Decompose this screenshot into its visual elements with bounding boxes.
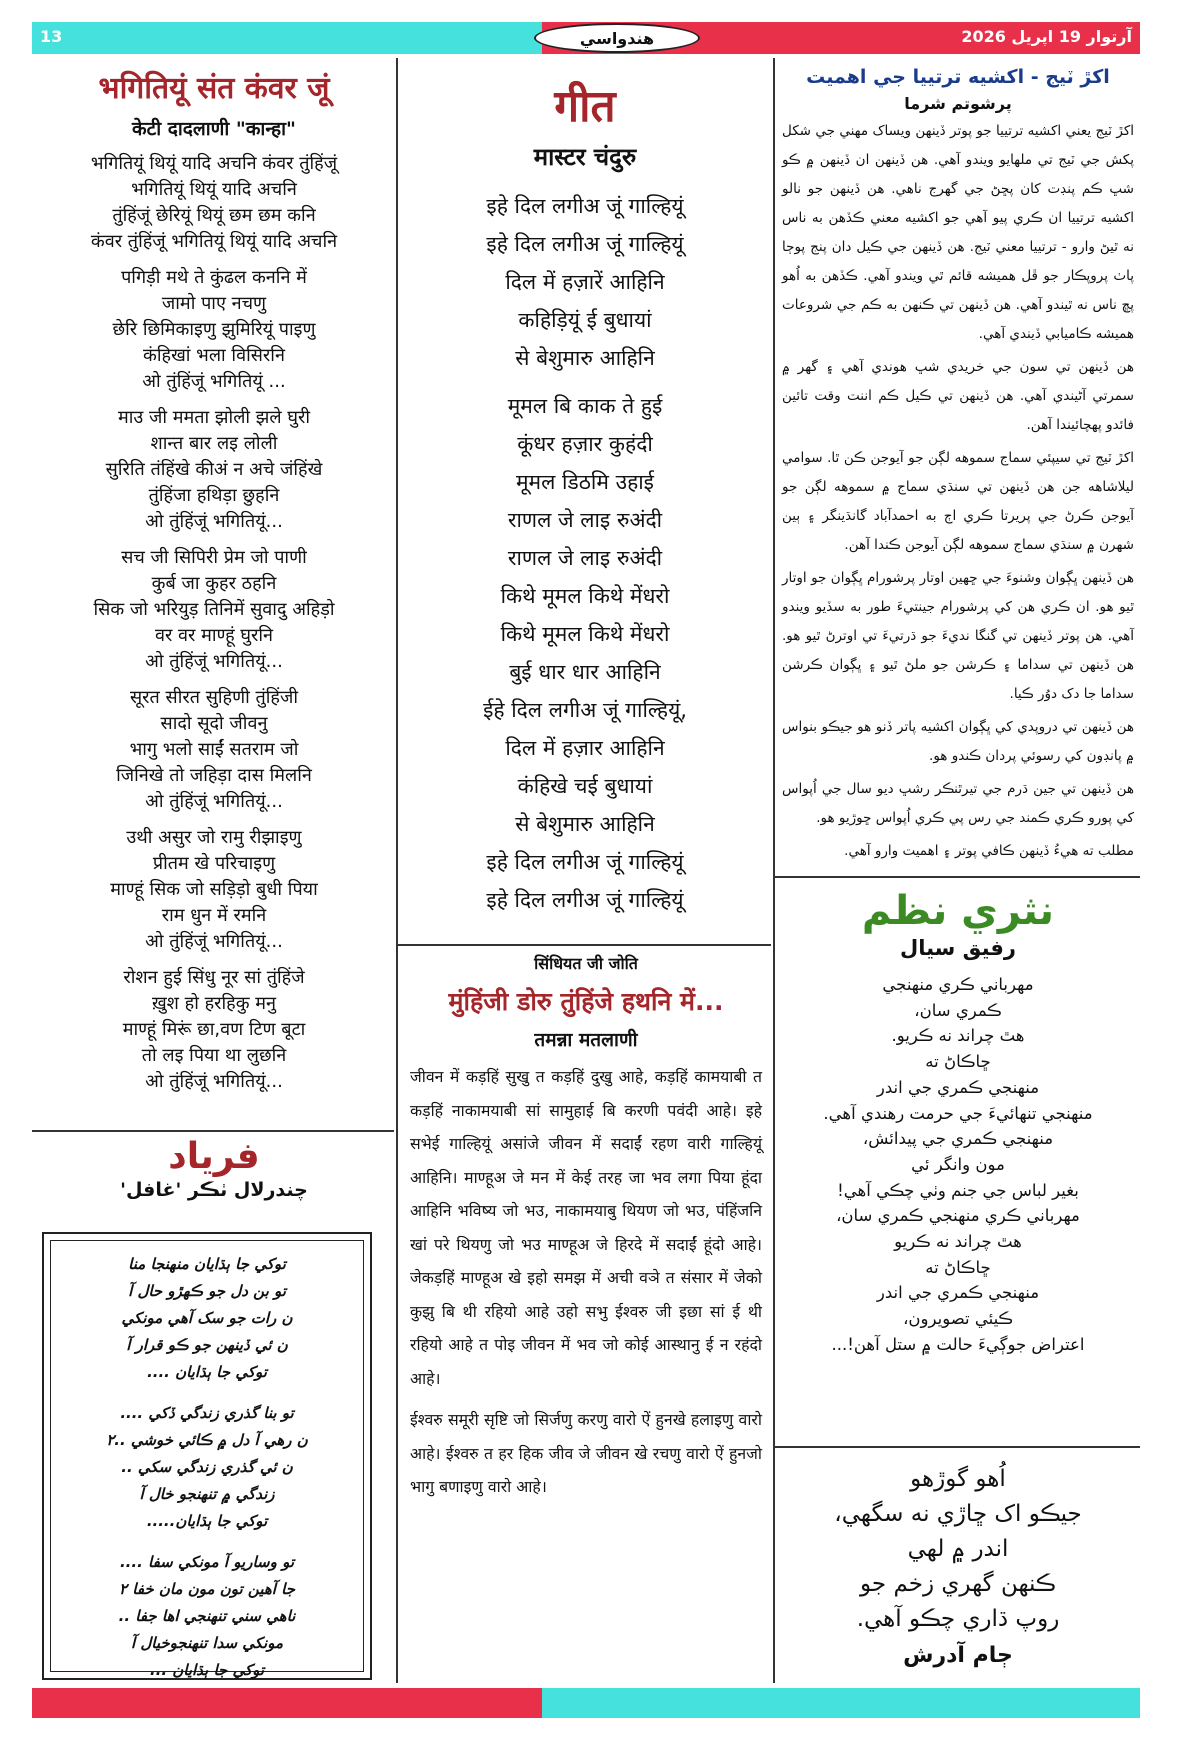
poem-line: सच जी सिपिरी प्रेम जो पाणी xyxy=(121,547,307,568)
akhtij-paragraph: اکڙ ٽيج يعني اکشيه ترتييا جو پوتر ڏينهن ويساک مهني جي شکل پکش جي ٽيج تي ملهايو ويندو آهي. هن ڏينهن ان ڏينهن ۾ ڪو شڀ ڪم پنڊت کان پڇڻ جي گهرج ناهي. هن ڏينهن جو نالو اکشيه ترتييا ان ڪري پيو آهي جو اکشيه معني ڪڏهن به ناس نه ٿيڻ وارو - ترتييا معني ٽيج. هن ڏينهن جي ڪيل دان پنج پوڄا پاٺ پروپڪار جو ڦل هميشه قائم ٿي ويندو آهي. ڪڏهن به اُهو پڇ ناس نه ٿيندو آهي. هن ڏينهن تي ڪنهن به ڪم جي شروعات هميشه ڪاميابي ڏيندي آهي. xyxy=(782,123,1134,342)
akhtij-paragraph: هن ڏينهن تي دروپدي کي ڀڳوان اکشيه پاتر ڏنو هو جيڪو بنواس ۾ پانڊون کي رسوئي پردان ڪندو هو. xyxy=(782,719,1134,764)
poem-line: शान्त बार लइ लोली xyxy=(150,433,278,454)
akhtij-title: اکڙ ٽيج - اکشيه ترتييا جي اهميت xyxy=(806,66,1110,88)
poem-line: توکي جا ٻڌايان .... xyxy=(147,1363,267,1381)
nasri-author: رفيق سيال xyxy=(900,936,1016,960)
poem-line: सूरत सीरत सुहिणी तुंहिंजी xyxy=(130,687,298,708)
nasri-poem xyxy=(782,972,1134,1358)
poem-line: ن رهي آ دل ۾ ڪائي خوشي ..٢ xyxy=(106,1431,308,1449)
nasri-title: نثري نظم xyxy=(861,888,1055,934)
akhtij-paragraph: هن ڏينهن ڀڳوان وشنوءَ جي ڇهين اوتار پرشورام ڀڳوان جو اوتار ٿيو هو. ان ڪري هن کي پرشورام جينتيءَ طور به سڏيو ويندو آهي. هن پوتر ڏينهن تي گنگا نديءَ جو ڌرتيءَ تي اوترڻ ٿيو هو. هن ڏينهن تي سداما ۽ ڪرشن جو ملڻ ٿيو ۽ ڀڳوان ڪرشن سداما جا دک دوُر ڪيا. xyxy=(782,570,1134,702)
poem-line: सुरिति तंहिंखे कीअं न अचे जंहिंखे xyxy=(105,459,323,480)
poem-line: प्रीतम खे परिचाइणु xyxy=(152,853,276,874)
poem-line: ڪيئي تصويرون، xyxy=(903,1309,1013,1329)
poem-line: भागु भलो साईं सतराम जो xyxy=(129,739,299,760)
poem-line: مونکي سدا تنهنجوخيال آ xyxy=(130,1634,284,1652)
poem-line: ناهي سني تنهنجي اها جفا .. xyxy=(118,1607,296,1625)
column-rule-left xyxy=(396,58,398,1683)
poem-line: से बेशुमारु आहिनि xyxy=(515,346,655,370)
akhtij-paragraph: هن ڏينهن تي سون جي خريدي شڀ هوندي آهي ۽ گهر ۾ سمرتي آڻيندي آهي. هن ڏينهن تي ڪيل ڪم اننت وقت تائين فائدو پهچائيندا آهن. xyxy=(782,359,1134,433)
footer-band xyxy=(32,1688,1140,1718)
poem-line: ओ तुंहिंजूं भगितियूं... xyxy=(145,1071,283,1092)
ahu-poem-lines xyxy=(782,1462,1134,1637)
page-number: 13 xyxy=(40,27,63,46)
sindhiyat-author: तमन्ना मतलाणी xyxy=(534,1029,638,1051)
header-band-left xyxy=(32,22,542,54)
poem-line: توکي جا ٻڌايان ... xyxy=(149,1661,265,1679)
poem-line: ڪنهن گهري زخم جو xyxy=(860,1571,1056,1597)
fariad-author: چندرلال ٺڪر 'غافل' xyxy=(120,1179,308,1201)
sindhiyat-kicker: सिंधियत जी जोति xyxy=(534,954,638,973)
poem-line: جيڪو اک ڇاڙي نه سگهي، xyxy=(834,1501,1082,1527)
poem-line: هٿ چراند نه ڪريو. xyxy=(891,1026,1025,1046)
poem-line: तुंहिंजा हथिड़ा छुहनि xyxy=(148,485,280,506)
column-rule-right xyxy=(773,58,775,1683)
poem-line: किथे मूमल किथे मेंधरो xyxy=(500,584,670,608)
bhagitiyun-stanza xyxy=(38,151,390,255)
bhagitiyun-stanza xyxy=(38,545,390,675)
sindhiyat-paragraph: जीवन में कड़हिं सुखु त कड़हिं दुखु आहे, कड़हिं कामयाबी त कड़हिं नाकामयाबी सां सामुहाई बि करणी पवंदी आहे। इहे सभेई गाल्हियूं असांजे जीवन में सदाईं रहण वारी गाल्हियूं आहिनि। माण्हूअ जे मन में केई तरह जा भव लगा पिया हूंदा आहिनि भविष्य जो भउ, नाकामयाबु थियण जो भउ, पंहिंजनि खां परे थियणु जो भउ माण्हूअ जे हिरदे में सदाईं हूंदो आहे। जेकड़हिं माण्हूअ खे इहो समझ में अची वञे त संसार में जेको कुझु बि थी रहियो आहे उहो सभु ईश्वरु जी इछा सां ई थी रहियो आहे त पोइ जीवन में भव जो कोई आस्थानु ई न रहंदो आहे। xyxy=(410,1067,762,1388)
poem-line: कंवर तुंहिंजूं भगितियूं थियूं यादि अचनि xyxy=(90,231,338,252)
bhagitiyun-title: भगितियूं संत कंवर जूं xyxy=(98,71,330,106)
poem-line: राम धुन में रमनि xyxy=(161,905,267,926)
poem-line: ओ तुंहिंजूं भगितियूं ... xyxy=(142,371,286,392)
poem-line: राणल जे लाइ रुअंदी xyxy=(507,546,663,570)
poem-line: منهنجي ڪمري جي اندر xyxy=(876,1077,1040,1097)
poem-line: مون وانگر ئي xyxy=(911,1154,1005,1174)
poem-line: ओ तुंहिंजूं भगितियूं... xyxy=(145,511,283,532)
poem-line: जामो पाए नचणु xyxy=(161,293,267,314)
akhtij-article xyxy=(782,66,1134,866)
poem-line: اُهو گوڙهو xyxy=(910,1466,1006,1492)
poem-line: पगिड़ी मथे ते कुंढल कननि में xyxy=(121,267,307,288)
poem-line: बुई धार धार आहिनि xyxy=(509,660,661,684)
rule-under-nasri xyxy=(775,1446,1140,1448)
poem-line: मूमल डिठमि उहाई xyxy=(516,470,654,494)
poem-line: تو وساريو آ مونکي سفا .... xyxy=(119,1553,295,1571)
footer-band-right xyxy=(542,1688,1140,1718)
poem-line: ڇاڪاڻ ته xyxy=(925,1052,991,1072)
poem-line: सिक जो भरियुड़ तिनिमें सुवादु अहिड़ो xyxy=(93,599,335,620)
poem-line: तुंहिंजूं छेरियूं थियूं छम छम कनि xyxy=(112,205,316,226)
poem-line: هٿ چراند نه ڪريو xyxy=(894,1232,1022,1252)
rule-under-bhagitiyun xyxy=(32,1130,394,1132)
geet-stanza xyxy=(402,187,768,377)
poem-line: दिल में हज़ारें आहिनि xyxy=(505,270,665,294)
bhagitiyun-article xyxy=(38,66,390,1095)
poem-line: दिल में हज़ार आहिनि xyxy=(505,736,665,760)
fariad-heading xyxy=(38,1136,390,1201)
poem-line: कंहिखे चई बुधायां xyxy=(517,774,653,798)
poem-line: रोशन हुई सिंधु नूर सां तुंहिंजे xyxy=(123,967,305,988)
poem-line: توکي جا ٻڌايان..... xyxy=(146,1512,268,1530)
poem-line: छेरि छिमिकाइणु झुमिरियूं पाइणु xyxy=(112,319,316,340)
nasri-article xyxy=(782,888,1134,1358)
akhtij-paragraph: مطلب ته هيءُ ڏينهن ڪافي پوتر ۽ اهميت وارو آهي. xyxy=(844,843,1134,859)
sindhiyat-title: मुंहिंजी डोरु तुंहिंजे हथनि में... xyxy=(448,987,724,1016)
poem-line: ओ तुंहिंजूं भगितियूं... xyxy=(145,791,283,812)
poem-line: माण्हूं सिक जो सड़िड़ो बुधी पिया xyxy=(110,879,318,900)
fariad-title: فرياد xyxy=(168,1136,260,1177)
footer-band-left xyxy=(32,1688,542,1718)
poem-line: तो लइ पिया था लुछनि xyxy=(141,1045,287,1066)
sindhiyat-article xyxy=(410,952,762,1504)
fariad-poem xyxy=(51,1241,363,1684)
poem-line: اعتراض جوڳيءَ حالت ۾ ستل آهن!... xyxy=(831,1334,1085,1354)
poem-line: इहे दिल लगीअ जूं गाल्हियूं xyxy=(486,888,684,912)
poem-line: से बेशुमारु आहिनि xyxy=(515,812,655,836)
poem-line: कंहिखां भला विसिरनि xyxy=(143,345,285,366)
poem-line: بغير لباس جي جنم وٺي چڪي آهي! xyxy=(837,1180,1079,1200)
header-band xyxy=(32,22,1140,54)
bhagitiyun-stanza xyxy=(38,685,390,815)
bhagitiyun-stanza xyxy=(38,825,390,955)
poem-line: تو بن دل جو ڪهڙو حال آ xyxy=(128,1282,286,1300)
poem-line: भगितियूं थियूं यादि अचनि xyxy=(131,179,297,200)
fariad-poem-box xyxy=(42,1232,372,1680)
poem-line: इहे दिल लगीअ जूं गाल्हियूं xyxy=(486,194,684,218)
poem-line: منهنجي تنهائيءَ جي حرمت رهندي آهي. xyxy=(823,1103,1093,1123)
poem-line: माण्हूं मिरूं छा,वण टिण बूटा xyxy=(122,1019,306,1040)
poem-line: मूमल बि काक ते हुई xyxy=(507,394,663,418)
poem-line: ईहे दिल लगीअ जूं गाल्हियूं, xyxy=(483,698,687,722)
poem-line: ڇاڪاڻ ته xyxy=(925,1257,991,1277)
poem-line: कहिड़ियूं ई बुधायां xyxy=(518,308,652,332)
poem-line: उथी असुर जो रामु रीझाइणु xyxy=(126,827,302,848)
akhtij-paragraph: اکڙ ٽيج تي سيپئي سماج سموهه لڳن جو آيوجن ڪن ٿا. سوامي ليلاشاهه جن هن ڏينهن تي سنڌي سماج ۾ سموهه لڳن جو آيوجن ڪرڻ جي پريرتا ڪري اڄ به احمدآباد گانڌينگر ۽ ٻين شهرن ۾ سنڌي سماج سموهه لڳن آيوجن ڪندا آهن. xyxy=(782,450,1134,553)
geet-title: गीत xyxy=(554,81,616,132)
akhtij-author: پرشوتم شرما xyxy=(904,94,1012,113)
bhagitiyun-author: केटी दादलाणी "कान्हा" xyxy=(132,118,296,140)
poem-line: कूंधर हज़ार कुहंदी xyxy=(517,432,653,456)
poem-line: इहे दिल लगीअ जूं गाल्हियूं xyxy=(486,850,684,874)
poem-line: इहे दिल लगीअ जूं गाल्हियूं xyxy=(486,232,684,256)
poem-line: कुर्ब जा कुहर ठहनि xyxy=(151,573,277,594)
poem-line: مهرباني ڪري منهنجي xyxy=(882,975,1034,994)
poem-line: जिनिखे तो जहिड़ा दास मिलनि xyxy=(116,765,312,786)
ahu-poem xyxy=(782,1462,1134,1668)
akhtij-paragraph: هن ڏينهن تي جين ڌرم جي تيرٿنڪر رشڀ ديو سال جي اُپواس کي پورو ڪري ڪمند جي رس پي ڪري اُپواس ڇوڙيو هو. xyxy=(782,781,1134,826)
poem-line: सादो सूदो जीवनु xyxy=(160,713,268,734)
fariad-poem-box-inner xyxy=(50,1240,364,1679)
poem-line: भगितियूं थियूं यादि अचनि कंवर तुंहिंजूं xyxy=(90,153,338,174)
bhagitiyun-stanza xyxy=(38,265,390,395)
bhagitiyun-stanza xyxy=(38,405,390,535)
poem-line: किथे मूमल किथे मेंधरो xyxy=(500,622,670,646)
poem-line: مهرباني ڪري منهنجي ڪمري سان، xyxy=(836,1206,1080,1226)
poem-line: ن ئي ڏينهن جو ڪو قرار آ xyxy=(126,1336,288,1354)
poem-line: ن ئي گذري زندگي سکي .. xyxy=(121,1458,293,1476)
poem-line: वर वर माण्हूं घुरनि xyxy=(154,625,274,646)
poem-line: माउ जी ममता झोली झले घुरी xyxy=(118,407,310,428)
rule-under-akhtij xyxy=(775,876,1140,878)
rule-under-geet xyxy=(398,944,771,946)
poem-line: اندر ۾ لهي xyxy=(907,1536,1009,1562)
poem-line: ख़ुश हो हरहिकु मनु xyxy=(151,993,277,1014)
poem-line: ओ तुंहिंजूं भगितियूं... xyxy=(145,931,283,952)
issue-date: آرتوار 19 اپريل 2026 xyxy=(961,27,1132,46)
poem-line: منهنجي ڪمري جي اندر xyxy=(876,1283,1040,1303)
poem-line: ڪمري سان، xyxy=(914,1000,1002,1020)
poem-line: ن رات جو سک آهي مونکي xyxy=(121,1309,293,1327)
poem-line: روپ ڌاري چڪو آهي. xyxy=(856,1606,1060,1632)
geet-article xyxy=(402,74,768,919)
poem-line: زندگي ۾ تنهنجو خال آ xyxy=(139,1485,275,1503)
ahu-author: ڄام آدرش xyxy=(903,1643,1013,1668)
masthead-logo: هندواسي xyxy=(534,23,700,53)
sindhiyat-paragraph: ईश्वरु समूरी सृष्टि जो सिर्जणु करणु वारो ऐं हुनखे हलाइणु वारो आहे। ईश्वरु त हर हिक जीव जे जीवन खे रचणु वारो ऐं हुनजो भागु बणाइणु वारो आहे। xyxy=(410,1410,762,1496)
poem-line: تو بنا گذري زندگي ڏکي .... xyxy=(120,1404,294,1422)
bhagitiyun-stanza xyxy=(38,965,390,1095)
geet-stanza xyxy=(402,387,768,919)
poem-line: ओ तुंहिंजूं भगितियूं... xyxy=(145,651,283,672)
poem-line: राणल जे लाइ रुअंदी xyxy=(507,508,663,532)
poem-line: منهنجي ڪمري جي پيدائش، xyxy=(862,1129,1054,1149)
poem-line: توکي جا ٻڌايان منهنجا منا xyxy=(128,1255,286,1273)
poem-line: جا آهين تون مون مان خفا ٢ xyxy=(118,1580,296,1598)
geet-author: मास्टर चंदुरु xyxy=(533,143,637,171)
